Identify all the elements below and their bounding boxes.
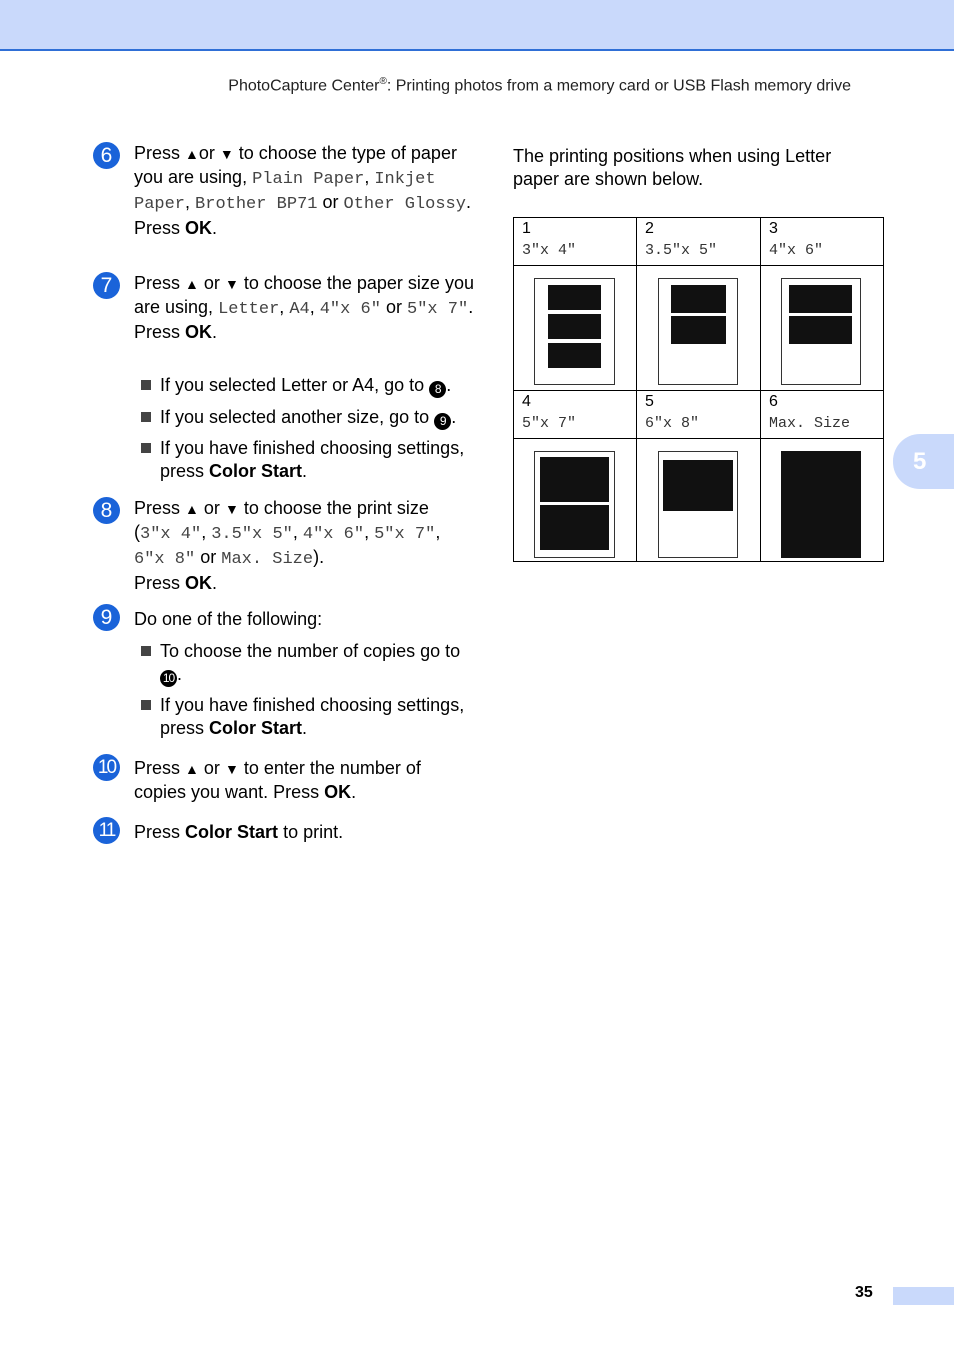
step-text: Press ▲ or ▼ to enter the number of copies you want. Press OK. [134,758,421,802]
position-number: 2 [645,220,654,237]
down-arrow-icon: ▼ [219,146,234,162]
txt: or [203,498,220,518]
position-label-cell [514,218,637,266]
ok-key: OK [185,322,213,342]
step-number-badge: 7 [93,272,120,299]
option-other-glossy: Other Glossy [343,195,466,214]
option-3x4: 3"x 4" [140,524,202,544]
step-text: Press ▲ or ▼ to choose the print size (3"x 4", 3.5"x 5", 4"x 6", 5"x 7", 6"x 8" or Max. Size). Press OK. [134,498,441,593]
ok-key: OK [185,572,213,593]
txt: Press [134,143,181,163]
up-arrow-icon: ▲ [185,276,199,292]
txt: Press [134,758,181,778]
registered-mark: ® [379,76,387,87]
paper-diagram [658,278,738,385]
down-arrow-icon: ▼ [224,276,239,292]
step-text: Do one of the following: [134,609,323,629]
position-size: 3.5"x 5" [645,242,718,259]
position-size: Max. Size [769,415,851,432]
step-number-badge: 8 [93,497,120,524]
option-max-size: Max. Size [221,550,314,569]
step-number-badge: 6 [93,142,120,169]
txt: to enter the number of copies you want. Press [134,758,421,802]
txt: If you selected another size, go to [160,407,430,427]
position-size: 6"x 8" [645,415,700,432]
photo-block [548,314,601,339]
step-ref-icon: 8 [429,381,446,398]
ok-key: OK [324,781,352,802]
position-number: 4 [522,393,531,410]
txt: Press [134,572,181,593]
txt: To choose the number of copies go to [160,641,461,661]
txt: Press [134,322,181,342]
color-start-key: Color Start [185,822,279,842]
up-arrow-icon: ▲ [185,146,199,162]
photo-block [671,316,726,344]
position-number: 5 [645,393,654,410]
paper-diagram [781,451,861,558]
txt: to choose the paper size you are using, [134,273,474,317]
position-label-cell [514,391,637,439]
down-arrow-icon: ▼ [224,501,239,517]
txt: or [203,758,220,778]
step-text: Press ▲ or ▼ to choose the paper size you are using, Letter, A4, 4"x 6" or 5"x 7". Press OK. [134,273,474,342]
bullet-square-icon [141,646,151,656]
paper-diagram [781,278,861,385]
position-number: 1 [522,220,531,237]
photo-block [789,316,852,344]
step-ref-icon: 9 [434,413,451,430]
step-text [134,821,474,844]
position-size: 5"x 7" [522,415,577,432]
txt: . [212,217,218,238]
position-label-cell [761,218,883,266]
photo-block [540,457,609,502]
step-number-badge: 10 [93,754,120,781]
position-number: 3 [769,220,778,237]
print-positions-grid [513,217,884,562]
bullet-square-icon [141,412,151,422]
header-title: PhotoCapture Center [228,77,380,95]
txt: or [203,273,220,293]
option-4x6: 4"x 6" [302,524,365,544]
position-label-cell [637,391,761,439]
option-6x8: 6"x 8" [134,550,196,569]
txt: Press [134,217,181,238]
header-subtitle: : Printing photos from a memory card or USB Flash memory drive [386,77,851,95]
position-label-cell [637,218,761,266]
position-diagram-cell [761,266,883,391]
down-arrow-icon: ▼ [224,761,239,777]
photo-block [663,460,733,511]
option-3-5x5: 3.5"x 5" [211,524,293,544]
txt: to choose the print size [243,498,429,518]
up-arrow-icon: ▲ [185,761,199,777]
position-diagram-cell [514,439,637,561]
option-inkjet-paper: Inkjet Paper [134,169,436,214]
txt: or [385,296,402,317]
txt: to choose the type of paper you are using, [134,143,457,187]
option-plain-paper: Plain Paper [252,169,365,189]
paper-diagram [534,278,615,385]
photo-block [548,343,601,368]
option-5x7: 5"x 7" [407,299,469,319]
bullet-square-icon [141,443,151,453]
color-start-key: Color Start [209,717,303,738]
txt: or [200,547,217,567]
bullet-square-icon [141,380,151,390]
txt: or [198,143,215,163]
option-4x6: 4"x 6" [319,299,381,319]
paper-diagram [658,451,738,558]
ok-key: OK [185,217,213,238]
txt: . [465,192,471,212]
color-start-key: Color Start [209,460,303,481]
step-number-badge: 11 [93,817,120,844]
position-label-cell [761,391,883,439]
photo-block [540,505,609,550]
top-bar [0,0,954,51]
page-number-bar [893,1287,954,1305]
txt: If you have finished choosing settings, press [160,438,465,481]
position-diagram-cell [637,439,761,561]
option-letter: Letter [218,299,280,319]
step-text [134,142,474,239]
chapter-tab: 5 [893,434,954,489]
position-diagram-cell [637,266,761,391]
position-diagram-cell [514,266,637,391]
position-size: 4"x 6" [769,242,824,259]
positions-intro: The printing positions when using Letter paper are shown below. [513,146,832,189]
bullet-square-icon [141,700,151,710]
txt: to print. [283,822,344,842]
option-5x7: 5"x 7" [374,524,436,544]
up-arrow-icon: ▲ [185,501,199,517]
txt: Press [134,498,181,518]
option-brother-bp71: Brother BP71 [195,195,318,214]
paper-diagram [534,451,615,558]
page-number: 35 [855,1284,873,1301]
txt: or [322,192,339,212]
photo-block [671,285,726,313]
txt: Press [134,273,181,293]
position-size: 3"x 4" [522,242,577,259]
step-number-badge: 9 [93,604,120,631]
photo-block [789,285,852,313]
position-diagram-cell [761,439,883,561]
txt: If you selected Letter or A4, go to [160,375,425,395]
option-a4: A4 [289,299,310,319]
txt: , [364,166,370,187]
txt: Press [134,822,181,842]
photo-block [548,285,601,310]
step-ref-icon: 10 [160,670,177,687]
photo-block [782,452,860,557]
page-header [0,76,851,95]
position-number: 6 [769,393,778,410]
txt: If you have finished choosing settings, press [160,695,465,738]
txt: , [185,192,191,212]
